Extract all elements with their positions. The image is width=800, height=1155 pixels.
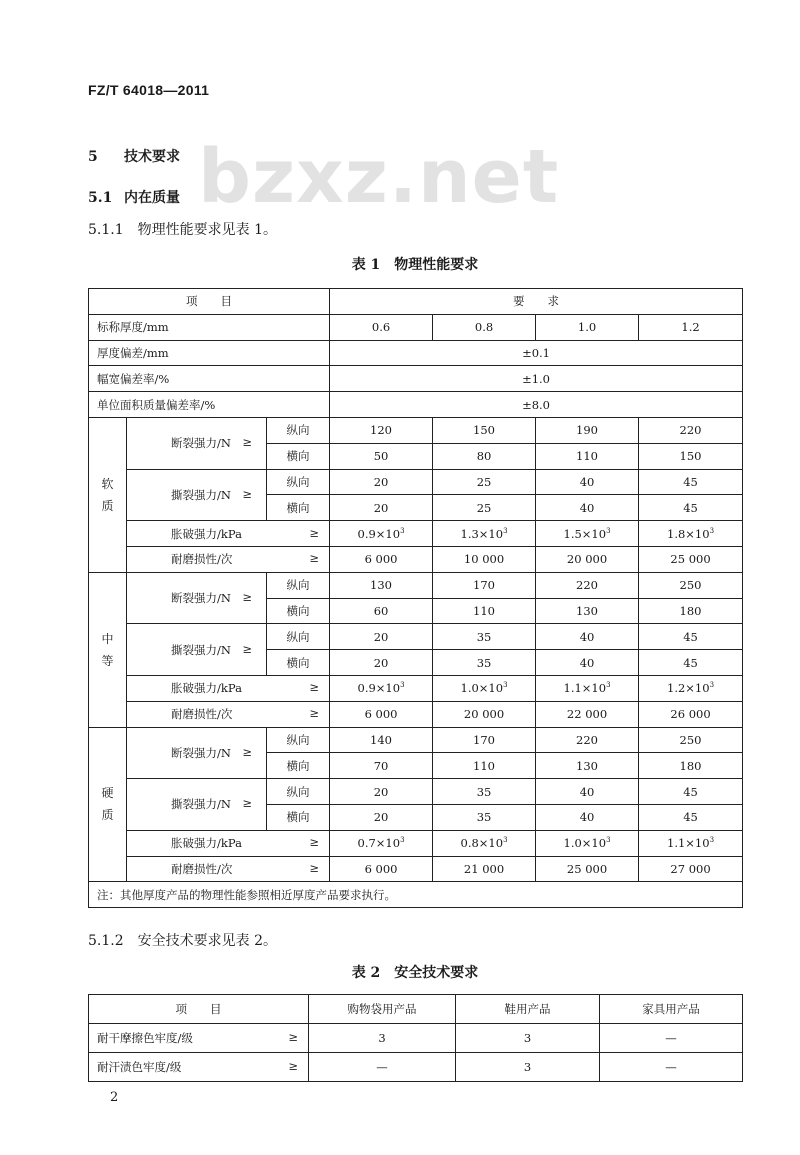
burst-exponent: 3 [606,526,611,535]
abrasion-row [89,546,743,572]
row-label: 耐干摩擦色牢度/级 [97,1031,193,1045]
value-cell: 45 [639,624,743,650]
value-cell: 110 [433,753,536,779]
property-name: 断裂强力/N [171,591,231,606]
value-cell: $0.9\times 10^3$ [330,521,433,547]
abrasion-row [89,856,743,882]
table2-header-row [89,995,743,1024]
value-cell: 45 [639,469,743,495]
header-item: 项 目 [89,995,309,1024]
abrasion-row [89,701,743,727]
group-label [89,727,127,882]
table1-note: 注：其他厚度产品的物理性能参照相近厚度产品要求执行。 [89,882,743,908]
group-label-char: 质 [101,808,114,823]
burst-mantissa: 0.7 [357,836,376,851]
value-cell: 25 000 [536,856,639,882]
clause-5-1-2: 5.1.2 安全技术要求见表 2。 [88,933,277,949]
burst-exponent: 3 [400,681,405,690]
value-cell: 25 000 [639,546,743,572]
burst-mantissa: 1.5 [563,526,582,541]
burst-row [89,521,743,547]
group-label-char: 等 [101,653,114,668]
value-cell: 21 000 [433,856,536,882]
value-cell: 20 [330,469,433,495]
property-label [127,487,266,503]
table-row [89,572,743,598]
ge-symbol: ≥ [242,641,252,656]
value-cell: 25 [433,469,536,495]
direction-label: 横向 [267,443,330,469]
direction-label: 横向 [267,804,330,830]
header-item: 项 目 [89,289,330,315]
value-cell: 27 000 [639,856,743,882]
group-label-char: 中 [101,631,114,646]
property-name: 撕裂强力/N [171,642,231,657]
group-label-char: 软 [101,476,114,491]
section-number: 5.1 [88,190,113,206]
burst-row [89,830,743,856]
value-cell: 40 [536,469,639,495]
ge-symbol: ≥ [242,486,252,501]
direction-label: 纵向 [267,779,330,805]
burst-mantissa: 1.1 [667,836,686,851]
ge-symbol: ≥ [309,551,320,566]
value-cell: $1.0\times 10^3$ [433,675,536,701]
property-label [127,526,329,542]
value-cell: 26 000 [639,701,743,727]
value-cell: $0.7\times 10^3$ [330,830,433,856]
value-cell: 40 [536,650,639,676]
header-shopping-bag: 购物袋用产品 [309,995,456,1024]
value-cell: 150 [433,417,536,443]
value-cell: — [309,1053,456,1082]
value-cell: 40 [536,495,639,521]
value-cell: 60 [330,598,433,624]
table-row [89,624,743,650]
value-cell: 250 [639,572,743,598]
ge-symbol: ≥ [309,680,320,695]
ge-symbol: ≥ [309,706,320,721]
mass-deviation-row [89,392,743,418]
thickness-label: 标称厚度/mm [89,314,330,340]
burst-mantissa: 1.0 [460,681,479,696]
property-label [127,706,329,722]
section-5-heading [88,146,180,166]
burst-mantissa: 1.1 [563,681,582,696]
value-cell: 45 [639,650,743,676]
page-number: 2 [110,1090,119,1105]
value-cell: 110 [433,598,536,624]
burst-exponent: 3 [709,836,715,845]
group-label-char: 质 [101,498,114,513]
property-label [127,435,266,451]
group-label-char: 硬 [101,786,114,801]
value-cell: 130 [536,598,639,624]
header-shoe: 鞋用产品 [456,995,600,1024]
value-cell: 3 [309,1024,456,1053]
property-label [127,796,266,812]
value-cell: 130 [536,753,639,779]
value-cell: 35 [433,804,536,830]
value-cell: 45 [639,779,743,805]
burst-exponent: 3 [709,526,715,535]
burst-mantissa: 1.0 [563,836,582,851]
watermark: bzxz.net [198,134,560,220]
value-cell: 40 [536,779,639,805]
table-row [89,469,743,495]
row-label: 厚度偏差/mm [89,340,330,366]
burst-exponent: 3 [503,836,508,845]
burst-exponent: 3 [606,681,611,690]
value-cell: $1.8\times 10^3$ [639,521,743,547]
property-name: 胀破强力/kPa [171,681,242,696]
property-name: 耐磨损性/次 [171,861,233,876]
direction-label: 横向 [267,495,330,521]
group-label [89,417,127,572]
value-cell: 20 [330,495,433,521]
value-cell: 50 [330,443,433,469]
burst-mantissa: 1.2 [667,681,686,696]
value-cell: 170 [433,727,536,753]
burst-mantissa: 1.3 [460,526,479,541]
value-cell: $1.1\times 10^3$ [639,830,743,856]
value-cell: 150 [639,443,743,469]
value-cell: 70 [330,753,433,779]
value-cell: 20 000 [433,701,536,727]
property-name: 撕裂强力/N [171,797,231,812]
row-value: ±1.0 [330,366,743,392]
ge-symbol: ≥ [242,590,252,605]
direction-label: 纵向 [267,417,330,443]
row-value: ±0.1 [330,340,743,366]
value-cell: 35 [433,624,536,650]
table-row [89,727,743,753]
value-cell: 35 [433,650,536,676]
dry-rub-fastness-row [89,1024,743,1053]
table-row [89,417,743,443]
ge-symbol: ≥ [309,525,320,540]
value-cell: $0.9\times 10^3$ [330,675,433,701]
table2-caption: 表 2 安全技术要求 [351,965,479,981]
direction-label: 横向 [267,598,330,624]
section-title: 技术要求 [124,149,180,165]
value-cell: 190 [536,417,639,443]
value-cell: $0.8\times 10^3$ [433,830,536,856]
table1-caption: 表 1 物理性能要求 [351,257,479,273]
value-cell: 110 [536,443,639,469]
value-cell: 80 [433,443,536,469]
value-cell: 130 [330,572,433,598]
thickness-deviation-row [89,340,743,366]
burst-exponent: 3 [709,681,715,690]
property-label [127,551,329,567]
value-cell: 220 [536,572,639,598]
value-cell: 170 [433,572,536,598]
direction-label: 横向 [267,650,330,676]
value-cell: 220 [639,417,743,443]
value-cell: 20 000 [536,546,639,572]
burst-exponent: 3 [400,836,405,845]
burst-exponent: 3 [503,681,508,690]
table-row [89,779,743,805]
burst-mantissa: 1.8 [667,526,686,541]
value-cell: $1.2\times 10^3$ [639,675,743,701]
ge-symbol: ≥ [288,1030,298,1044]
value-cell: $1.0\times 10^3$ [536,830,639,856]
property-label [127,861,329,877]
direction-label: 纵向 [267,572,330,598]
value-cell: $1.5\times 10^3$ [536,521,639,547]
ge-symbol: ≥ [242,744,252,759]
physical-properties-table [88,288,743,908]
value-cell: 40 [536,624,639,650]
property-name: 断裂强力/N [171,745,231,760]
section-5-1-heading [88,187,180,207]
thickness-value: 0.6 [330,314,433,340]
property-label [127,590,266,606]
direction-label: 纵向 [267,727,330,753]
property-label [127,745,266,761]
thickness-value: 1.2 [639,314,743,340]
property-label [127,835,329,851]
value-cell: 6 000 [330,701,433,727]
burst-exponent: 3 [400,526,405,535]
value-cell: 6 000 [330,856,433,882]
property-name: 胀破强力/kPa [171,526,242,541]
value-cell: 220 [536,727,639,753]
value-cell: 45 [639,804,743,830]
row-value: ±8.0 [330,392,743,418]
note-row [89,882,743,908]
burst-mantissa: 0.8 [460,836,479,851]
thickness-row [89,314,743,340]
value-cell: — [600,1053,743,1082]
value-cell: 20 [330,650,433,676]
section-number: 5 [88,149,98,165]
perspiration-fastness-row [89,1053,743,1082]
value-cell: 20 [330,804,433,830]
width-deviation-row [89,366,743,392]
value-cell: 120 [330,417,433,443]
burst-row [89,675,743,701]
value-cell: — [600,1024,743,1053]
ge-symbol: ≥ [242,796,252,811]
clause-5-1-1: 5.1.1 物理性能要求见表 1。 [88,222,277,238]
value-cell: 10 000 [433,546,536,572]
property-name: 撕裂强力/N [171,487,231,502]
standard-number: FZ/T 64018—2011 [88,82,210,98]
header-requirement: 要 求 [330,289,743,315]
value-cell: 250 [639,727,743,753]
value-cell: 140 [330,727,433,753]
property-name: 耐磨损性/次 [171,707,233,722]
burst-mantissa: 0.9 [357,526,376,541]
ge-symbol: ≥ [242,435,252,450]
burst-exponent: 3 [503,526,508,535]
value-cell: $1.1\times 10^3$ [536,675,639,701]
ge-symbol: ≥ [288,1059,298,1073]
property-label [127,642,266,658]
burst-exponent: 3 [606,836,611,845]
thickness-value: 1.0 [536,314,639,340]
ge-symbol: ≥ [309,835,320,850]
table1-header-row [89,289,743,315]
row-label: 耐汗渍色牢度/级 [97,1060,182,1074]
group-label [89,572,127,727]
value-cell: 40 [536,804,639,830]
burst-mantissa: 0.9 [357,681,376,696]
ge-symbol: ≥ [309,860,320,875]
property-name: 胀破强力/kPa [171,836,242,851]
value-cell: 35 [433,779,536,805]
direction-label: 纵向 [267,469,330,495]
value-cell: 45 [639,495,743,521]
direction-label: 纵向 [267,624,330,650]
value-cell: 22 000 [536,701,639,727]
property-name: 断裂强力/N [171,436,231,451]
value-cell: 20 [330,624,433,650]
value-cell: 180 [639,753,743,779]
value-cell: $1.3\times 10^3$ [433,521,536,547]
header-furniture: 家具用产品 [600,995,743,1024]
row-label: 单位面积质量偏差率/% [89,392,330,418]
value-cell: 3 [456,1024,600,1053]
direction-label: 横向 [267,753,330,779]
safety-requirements-table [88,994,743,1082]
thickness-value: 0.8 [433,314,536,340]
value-cell: 3 [456,1053,600,1082]
value-cell: 20 [330,779,433,805]
property-name: 耐磨损性/次 [171,552,233,567]
value-cell: 180 [639,598,743,624]
row-label: 幅宽偏差率/% [89,366,330,392]
section-title: 内在质量 [124,190,180,206]
property-label [127,680,329,696]
value-cell: 25 [433,495,536,521]
value-cell: 6 000 [330,546,433,572]
